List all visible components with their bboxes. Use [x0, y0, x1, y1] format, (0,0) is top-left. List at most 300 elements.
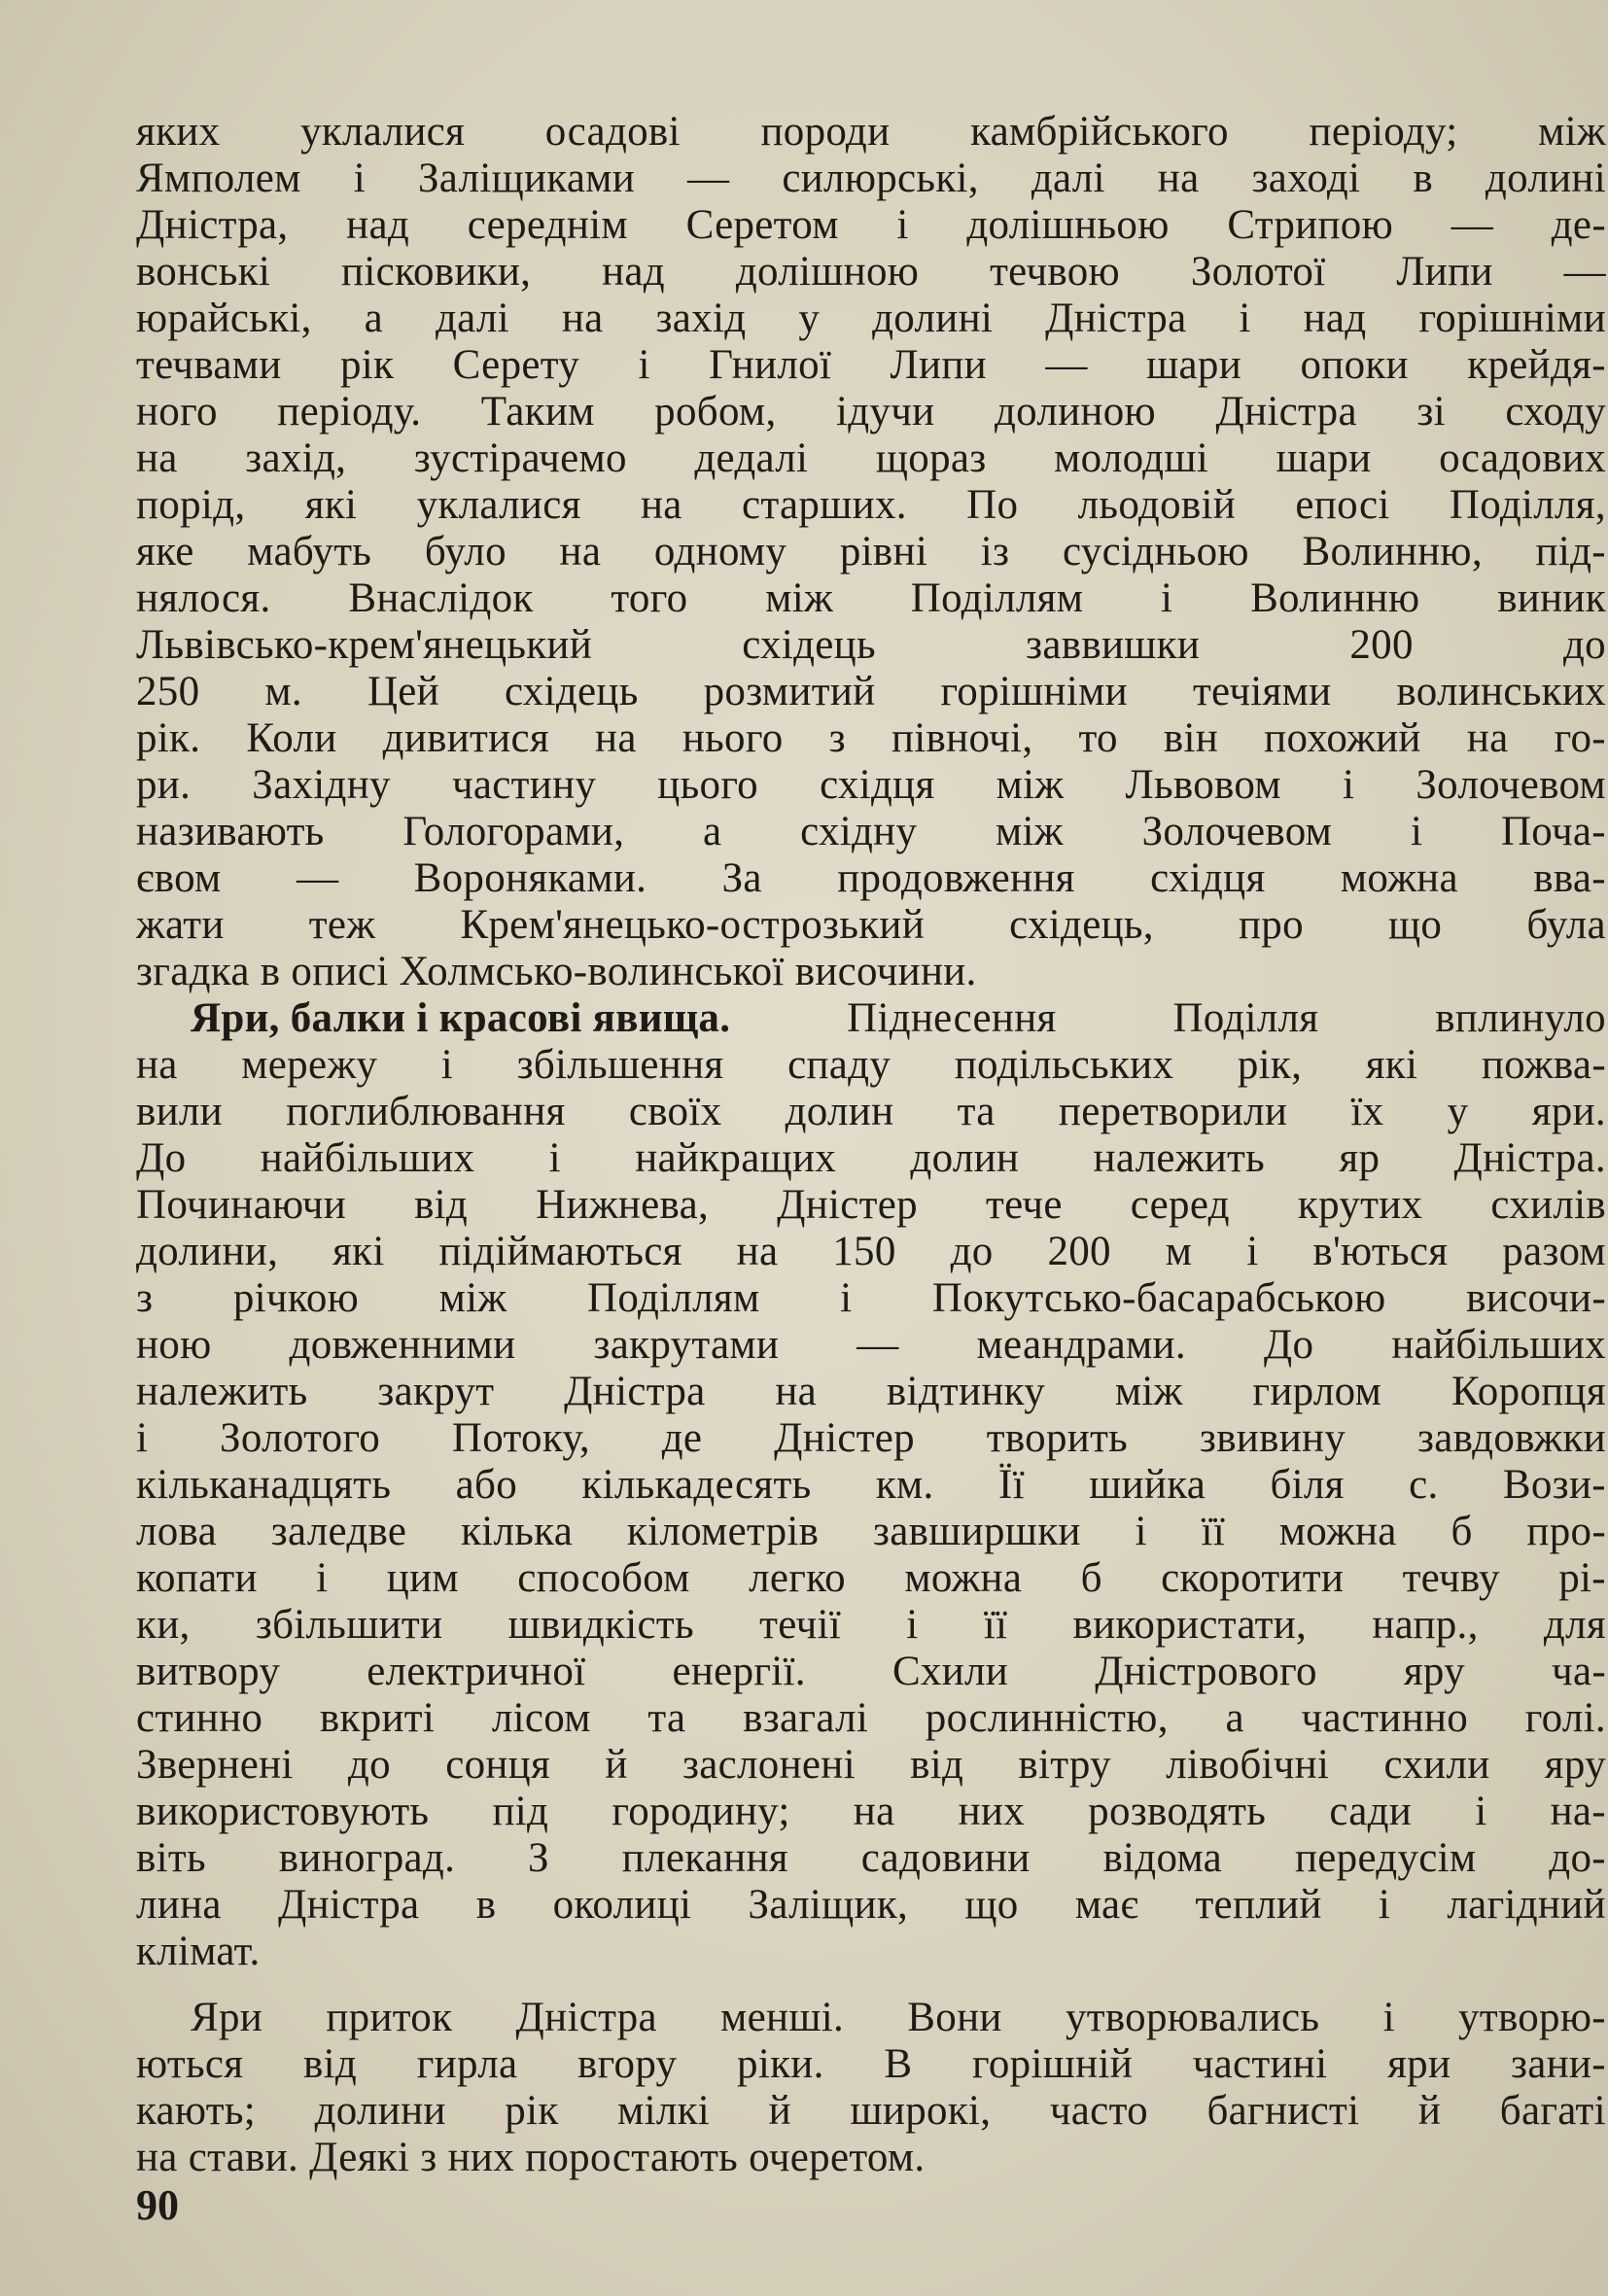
- word: Схили: [891, 1649, 1009, 1694]
- word: силюрські,: [782, 156, 979, 201]
- word: Дністрового: [1095, 1649, 1317, 1694]
- word: Дністер: [774, 1415, 915, 1461]
- word: ною: [136, 1322, 212, 1368]
- word: Яри: [191, 1995, 263, 2040]
- word: на: [136, 435, 178, 481]
- word: то: [1078, 715, 1118, 761]
- word: вітру: [1018, 1742, 1111, 1788]
- word: збільшити: [255, 1602, 443, 1648]
- word: на: [641, 482, 682, 528]
- word: закрут: [377, 1369, 495, 1414]
- word: До: [136, 1135, 187, 1181]
- word: в: [475, 1882, 497, 1928]
- text-line: [136, 1742, 1606, 1789]
- text-line: [136, 762, 1606, 809]
- word: голі.: [1524, 1695, 1606, 1741]
- word: Коли: [246, 715, 337, 761]
- word: між: [1538, 109, 1606, 155]
- word: Цей: [367, 669, 439, 714]
- paragraph-1: [136, 109, 1606, 995]
- word: над: [602, 249, 665, 295]
- word: над: [1303, 296, 1367, 341]
- word: та: [647, 1695, 686, 1741]
- word: нялося.: [136, 575, 271, 621]
- word: і: [548, 1135, 561, 1181]
- word: сходу: [1505, 389, 1606, 435]
- word: заслонені: [682, 1742, 856, 1788]
- word: відтинку: [886, 1369, 1046, 1414]
- word: й: [605, 1742, 628, 1788]
- word: горішній: [972, 2041, 1134, 2087]
- text-line: [136, 435, 1606, 482]
- word: а: [1225, 1695, 1244, 1741]
- text-line: [136, 669, 1606, 715]
- word: До: [1263, 1322, 1314, 1368]
- word: плекання: [621, 1835, 788, 1881]
- word: на: [595, 715, 637, 761]
- word: де-: [1551, 202, 1606, 248]
- word: до-: [1549, 1835, 1606, 1881]
- word: перетворили: [1058, 1089, 1288, 1134]
- word: на: [561, 296, 604, 341]
- text-line: [136, 296, 1606, 342]
- word: 150: [832, 1229, 896, 1274]
- word: долини: [314, 2088, 446, 2134]
- word: на: [775, 1369, 818, 1414]
- word: льодовій: [1077, 482, 1237, 528]
- text-line: [136, 2088, 1606, 2135]
- word: шари: [1146, 342, 1242, 388]
- word: порід,: [136, 482, 246, 528]
- word: Дністра.: [1453, 1135, 1606, 1181]
- word: і: [1475, 1789, 1487, 1834]
- word: Крем'янецько-острозький: [460, 902, 926, 948]
- word: від: [414, 1182, 469, 1228]
- word: Починаючи: [136, 1182, 346, 1228]
- word: 250: [136, 669, 200, 714]
- text-line: [136, 1369, 1606, 1415]
- word: го-: [1554, 715, 1606, 761]
- word: частинно: [1301, 1695, 1469, 1741]
- word: рослинністю,: [925, 1695, 1169, 1741]
- word: Львовом: [1125, 762, 1281, 808]
- word: рі-: [1558, 1555, 1606, 1601]
- word: них: [958, 1789, 1026, 1834]
- word: в: [1413, 156, 1433, 201]
- word: Дністра,: [136, 202, 289, 248]
- word: ри.: [136, 762, 192, 808]
- word: передусім: [1294, 1835, 1477, 1881]
- word: щораз: [875, 435, 987, 481]
- word: Дністра: [1215, 389, 1357, 435]
- word: пожва-: [1481, 1042, 1606, 1088]
- word: на: [1466, 715, 1509, 761]
- word: З: [528, 1835, 549, 1881]
- word: до: [950, 1229, 994, 1274]
- word: горішніми: [1418, 296, 1606, 341]
- word: віть: [136, 1835, 206, 1881]
- word: частині: [1192, 2041, 1328, 2087]
- word: рік.: [136, 715, 201, 761]
- word: далі: [1031, 156, 1105, 201]
- text-line: [136, 622, 1606, 669]
- word: Золотої: [1190, 249, 1326, 295]
- text-line: [136, 1462, 1606, 1509]
- word: і: [1382, 1995, 1395, 2040]
- word: багнисті: [1206, 2088, 1360, 2134]
- word: між: [1114, 1369, 1183, 1414]
- word: використовують: [136, 1789, 430, 1834]
- text-line: клімат.: [136, 1929, 261, 1974]
- word: схили: [1383, 1742, 1490, 1788]
- word: шари: [1276, 435, 1372, 481]
- word: євом: [136, 855, 222, 901]
- word: течву: [1402, 1555, 1500, 1601]
- word: цього: [657, 762, 758, 808]
- word: кілометрів: [626, 1509, 820, 1554]
- text-line: [136, 1882, 1606, 1929]
- word: мілкі: [617, 2088, 711, 2134]
- word: вили: [136, 1089, 223, 1134]
- text-line: [136, 1275, 1606, 1322]
- word: городину;: [612, 1789, 790, 1834]
- word: продовження: [837, 855, 1075, 901]
- word: лова: [136, 1509, 217, 1554]
- word: старших.: [742, 482, 907, 528]
- word: далі: [435, 296, 509, 341]
- word: сонця: [445, 1742, 551, 1788]
- word: Піднесення: [847, 995, 1057, 1041]
- word: яке: [136, 529, 194, 574]
- word: гирла: [416, 2041, 518, 2087]
- word: За: [721, 855, 762, 901]
- word: —: [1045, 342, 1088, 388]
- word: Поділлям: [910, 575, 1084, 621]
- word: —: [687, 156, 730, 201]
- word: ча-: [1552, 1649, 1606, 1694]
- word: с.: [1409, 1462, 1439, 1508]
- word: яр: [1339, 1135, 1381, 1181]
- word: середнім: [467, 202, 628, 248]
- word: і: [440, 1042, 454, 1088]
- word: заввишки: [1026, 622, 1201, 668]
- word: утворю-: [1458, 1995, 1606, 2040]
- text-line: [136, 1042, 1606, 1089]
- word: рік,: [1237, 1042, 1303, 1088]
- word: можна: [1278, 1509, 1397, 1554]
- word: використати,: [1072, 1602, 1308, 1648]
- word: робом,: [654, 389, 777, 435]
- text-line: [136, 249, 1606, 296]
- word: Золочевом: [1141, 809, 1333, 854]
- word: рівні: [839, 529, 928, 574]
- text-line: [136, 1089, 1606, 1135]
- word: й: [768, 2088, 791, 2134]
- word: скоротити: [1161, 1555, 1345, 1601]
- word: з: [828, 715, 846, 761]
- word: Волинню: [1250, 575, 1420, 621]
- word: зустірачемо: [413, 435, 627, 481]
- word: закрутами: [593, 1322, 780, 1368]
- word: Золотого: [220, 1415, 381, 1461]
- word: утворювались: [1065, 1995, 1320, 2040]
- word: копати: [136, 1555, 258, 1601]
- text-line: [136, 1229, 1606, 1275]
- word: схилів: [1490, 1182, 1606, 1228]
- word: витвору: [136, 1649, 281, 1694]
- text-line: [136, 809, 1606, 855]
- word: широкі,: [850, 2088, 992, 2134]
- word: Серету: [452, 342, 580, 388]
- word: течіями: [1192, 669, 1332, 714]
- word: разом: [1502, 1229, 1606, 1274]
- text-line: [136, 575, 1606, 622]
- word: б: [1080, 1555, 1102, 1601]
- word: осадові: [544, 109, 681, 155]
- word: на-: [1550, 1789, 1606, 1834]
- word: на: [559, 529, 602, 574]
- word: що: [964, 1882, 1019, 1928]
- word: між: [996, 809, 1064, 854]
- word: кількадесять: [581, 1462, 812, 1508]
- word: 200: [1349, 622, 1414, 668]
- text-line: [136, 529, 1606, 575]
- word: Липи: [890, 342, 987, 388]
- word: і: [1410, 809, 1423, 854]
- page-body: [136, 109, 1606, 2181]
- word: уклалися: [300, 109, 466, 155]
- word: крутих: [1297, 1182, 1423, 1228]
- word: належить: [1093, 1135, 1266, 1181]
- word: східця: [1150, 855, 1266, 901]
- word: вонські: [136, 249, 271, 295]
- word: і: [896, 202, 909, 248]
- word: долішною: [735, 249, 920, 295]
- word: Поділлям: [587, 1275, 760, 1321]
- word: Поділля,: [1449, 482, 1606, 528]
- word: мережу: [241, 1042, 378, 1088]
- word: що: [1388, 902, 1443, 948]
- word: між: [765, 575, 833, 621]
- word: періоду;: [1309, 109, 1458, 155]
- word: породи: [760, 109, 891, 155]
- word: найкращих: [635, 1135, 837, 1181]
- word: було: [424, 529, 507, 574]
- word: Вози-: [1502, 1462, 1606, 1508]
- word: вплинуло: [1435, 995, 1606, 1041]
- word: або: [455, 1462, 518, 1508]
- text-line: на стави. Деякі з них поростають очеретом.: [136, 2135, 926, 2180]
- word: між: [996, 762, 1065, 808]
- word: Львівсько-крем'янецький: [136, 622, 593, 668]
- word: для: [1543, 1602, 1606, 1648]
- word: збільшення: [516, 1042, 724, 1088]
- word: поглиблювання: [286, 1089, 566, 1134]
- word: юрайські,: [136, 296, 312, 341]
- word: енергії.: [672, 1649, 806, 1694]
- text-line: [136, 202, 1606, 249]
- word: належить: [136, 1369, 308, 1414]
- word: долині: [1485, 156, 1606, 201]
- word: течії: [759, 1602, 841, 1648]
- word: над: [346, 202, 410, 248]
- text-line: [136, 156, 1606, 202]
- word: з: [136, 1275, 154, 1321]
- word: східець: [742, 622, 876, 668]
- word: лагідний: [1447, 1882, 1606, 1928]
- word: —: [296, 855, 339, 901]
- word: м.: [264, 669, 302, 714]
- word: садовини: [860, 1835, 1031, 1881]
- word: багаті: [1499, 2088, 1606, 2134]
- word: до: [1562, 622, 1606, 668]
- word: Липи: [1396, 249, 1493, 295]
- word: взагалі: [743, 1695, 869, 1741]
- word: Таким: [480, 389, 595, 435]
- word: Покутсько-басарабською: [931, 1275, 1386, 1321]
- text-line: [136, 902, 1606, 949]
- text-line: [136, 1789, 1606, 1835]
- word: лина: [136, 1882, 222, 1928]
- word: теплий: [1195, 1882, 1322, 1928]
- word: Потоку,: [451, 1415, 590, 1461]
- word: своїх: [628, 1089, 722, 1134]
- word: звивину: [1199, 1415, 1346, 1461]
- word: Дністра: [278, 1882, 420, 1928]
- word: кільканадцять: [136, 1462, 392, 1508]
- word: заході: [1251, 156, 1361, 201]
- word: які: [332, 1229, 385, 1274]
- word: була: [1526, 902, 1606, 948]
- word: яких: [136, 109, 221, 155]
- word: під: [492, 1789, 549, 1834]
- word: горішніми: [940, 669, 1128, 714]
- word: ідучи: [835, 389, 935, 435]
- word: східну: [800, 809, 918, 854]
- word: захід,: [245, 435, 347, 481]
- word: течвою: [990, 249, 1120, 295]
- word: сади: [1329, 1789, 1413, 1834]
- word: лісом: [491, 1695, 591, 1741]
- word: швидкість: [507, 1602, 694, 1648]
- word: має: [1074, 1882, 1139, 1928]
- word: і: [840, 1275, 853, 1321]
- word: розмитий: [703, 669, 876, 714]
- word: Дністра: [515, 1995, 657, 2040]
- word: де: [661, 1415, 703, 1461]
- text-line: [136, 1649, 1606, 1695]
- word: подільських: [954, 1042, 1174, 1088]
- word: В: [884, 2041, 913, 2087]
- word: її: [983, 1602, 1008, 1648]
- text-line: згадка в описі Холмсько-волинської височини.: [136, 949, 977, 994]
- word: гирлом: [1252, 1369, 1382, 1414]
- word: які: [304, 482, 358, 528]
- word: околиці: [552, 1882, 692, 1928]
- word: епосі: [1295, 482, 1390, 528]
- word: яру: [1544, 1742, 1606, 1788]
- word: а: [702, 809, 722, 854]
- word: про-: [1526, 1509, 1606, 1554]
- word: захід: [655, 296, 747, 341]
- word: мабуть: [247, 529, 372, 574]
- word: того: [611, 575, 688, 621]
- word: кають;: [136, 2088, 257, 2134]
- word: Поча-: [1500, 809, 1606, 854]
- word: довженними: [289, 1322, 516, 1368]
- text-line: [136, 995, 1606, 1042]
- word: завдовжки: [1416, 1415, 1606, 1461]
- text-line: [136, 1182, 1606, 1229]
- text-line: [136, 1509, 1606, 1555]
- text-line: [136, 1835, 1606, 1882]
- word: цим: [386, 1555, 459, 1601]
- word: Гологорами,: [402, 809, 625, 854]
- word: км.: [875, 1462, 934, 1508]
- word: найбільших: [1391, 1322, 1606, 1368]
- word: можна: [1340, 855, 1458, 901]
- word: ріки.: [737, 2041, 824, 2087]
- word: електричної: [367, 1649, 586, 1694]
- word: заледве: [270, 1509, 407, 1554]
- word: найбільших: [260, 1135, 475, 1181]
- word: долиною: [994, 389, 1156, 435]
- word: рік: [340, 342, 395, 388]
- word: долини,: [136, 1229, 279, 1274]
- word: які: [1365, 1042, 1418, 1088]
- word: й: [1417, 2088, 1442, 2134]
- word: зі: [1416, 389, 1446, 435]
- word: По: [966, 482, 1019, 528]
- text-line: [136, 109, 1606, 156]
- word: творить: [986, 1415, 1129, 1461]
- word: на: [853, 1789, 895, 1834]
- word: долішньою: [966, 202, 1170, 248]
- word: Ямполем: [136, 156, 301, 201]
- word: можна: [904, 1555, 1023, 1601]
- word: Внаслідок: [348, 575, 534, 621]
- text-line: [136, 1135, 1606, 1182]
- word: уклалися: [416, 482, 581, 528]
- word: відома: [1102, 1835, 1223, 1881]
- word: серед: [1130, 1182, 1230, 1228]
- word: вгору: [577, 2041, 678, 2087]
- word: ного: [136, 389, 218, 435]
- word: Дністра: [564, 1369, 706, 1414]
- word: Вороняками.: [413, 855, 647, 901]
- word: біля: [1270, 1462, 1345, 1508]
- word: сусідньою: [1062, 529, 1249, 574]
- word: і: [1239, 296, 1251, 341]
- word: у: [1447, 1089, 1469, 1134]
- word: Серетом: [685, 202, 839, 248]
- word: дедалі: [694, 435, 809, 481]
- text-line: [136, 1415, 1606, 1462]
- word: їх: [1350, 1089, 1384, 1134]
- text-line: [136, 482, 1606, 529]
- word: і: [906, 1602, 919, 1648]
- word: долин: [785, 1089, 894, 1134]
- word: жати: [136, 902, 225, 948]
- word: ються: [136, 2041, 244, 2087]
- word: східець,: [1009, 902, 1154, 948]
- word: менші.: [720, 1995, 845, 2040]
- word: одному: [653, 529, 787, 574]
- word: молодші: [1054, 435, 1209, 481]
- word: теж: [308, 902, 376, 948]
- word: про: [1238, 902, 1304, 948]
- word: Вони: [907, 1995, 1002, 2040]
